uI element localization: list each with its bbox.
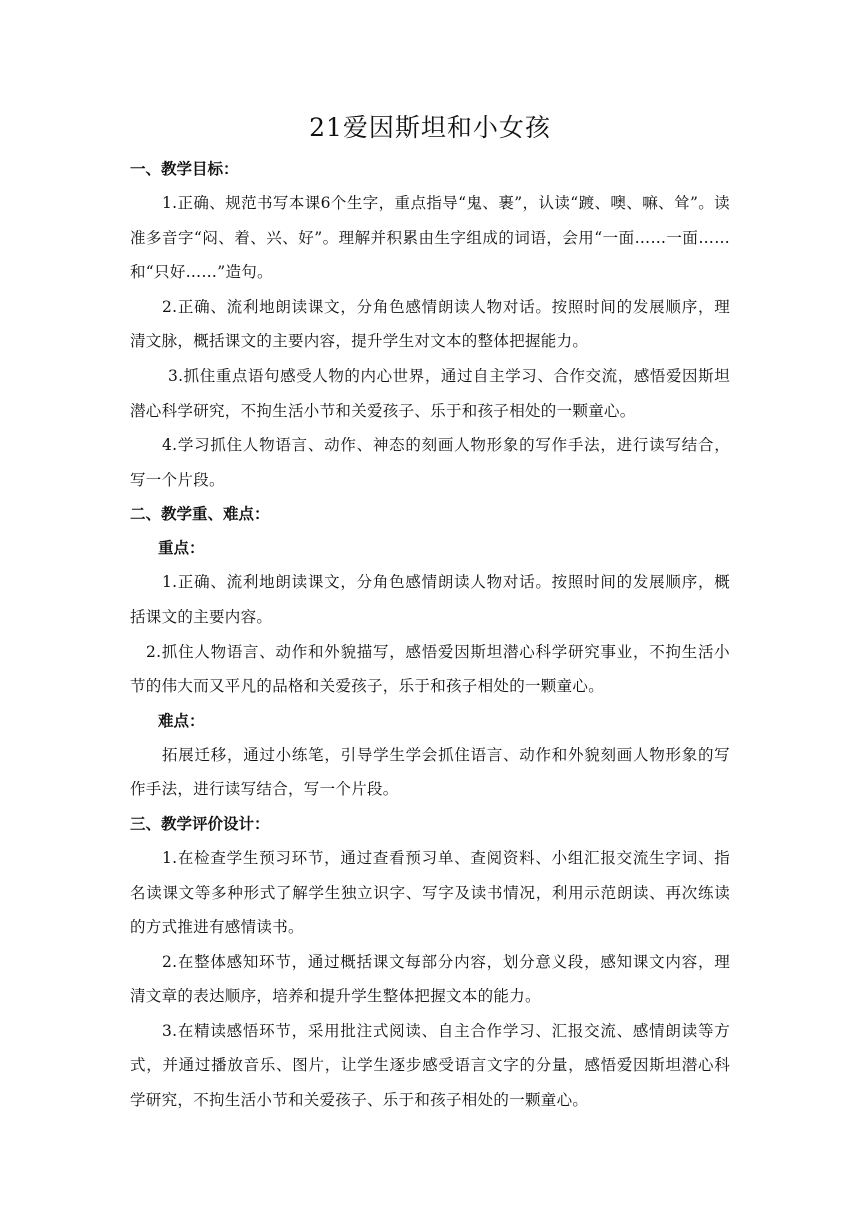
section-heading: 二、教学重、难点： <box>130 505 270 524</box>
difficulty-item-1: 拓展迁移，通过小练笔，引导学生学会抓住语言、动作和外貌刻画人物形象的写作手法，进行读写结合，写一个片段。 <box>130 745 730 799</box>
section-heading: 三、教学评价设计： <box>130 814 270 833</box>
document-page <box>130 110 730 1118</box>
section-evaluation-design <box>130 807 730 1118</box>
key-points-label: 重点： <box>158 539 205 558</box>
goal-item-4: 4.学习抓住人物语言、动作、神态的刻画人物形象的写作手法，进行读写结合，写一个片段。 <box>130 436 730 489</box>
section-key-difficult-points <box>130 497 730 807</box>
evaluation-item-3: 3.在精读感悟环节，采用批注式阅读、自主合作学习、汇报交流、感情朗读等方式，并通过播放音乐、图片，让学生逐步感受语言文字的分量，感悟爱因斯坦潜心科学研究，不拘生活小节和关爱孩子、乐于和孩子相处的一颗童心。 <box>130 1021 730 1110</box>
goal-item-3: 3.抓住重点语句感受人物的内心世界，通过自主学习、合作交流，感悟爱因斯坦潜心科学研究，不拘生活小节和关爱孩子、乐于和孩子相处的一颗童心。 <box>130 366 730 420</box>
section-teaching-goals <box>130 152 730 497</box>
difficulty-label: 难点： <box>158 711 205 730</box>
goal-item-1: 1.正确、规范书写本课6个生字，重点指导“鬼、裹”，认读“踱、噢、嘛、耸”。读准多音字“闷、着、兴、好”。理解并积累由生字组成的词语，会用“一面……一面……和“只好……”造句。 <box>130 194 730 282</box>
key-point-item-2: 2.抓住人物语言、动作和外貌描写，感悟爱因斯坦潜心科学研究事业，不拘生活小节的伟大而又平凡的品格和关爱孩子，乐于和孩子相处的一颗童心。 <box>130 642 730 696</box>
evaluation-item-1: 1.在检查学生预习环节，通过查看预习单、查阅资料、小组汇报交流生字词、指名读课文等多种形式了解学生独立识字、写字及读书情况，利用示范朗读、再次练读的方式推进有感情读书。 <box>130 848 730 937</box>
goal-item-2: 2.正确、流利地朗读课文，分角色感情朗读人物对话。按照时间的发展顺序，理清文脉，概括课文的主要内容，提升学生对文本的整体把握能力。 <box>130 297 730 351</box>
key-point-item-1: 1.正确、流利地朗读课文，分角色感情朗读人物对话。按照时间的发展顺序，概括课文的主要内容。 <box>130 573 730 626</box>
section-heading: 一、教学目标： <box>130 160 239 178</box>
evaluation-item-2: 2.在整体感知环节，通过概括课文每部分内容，划分意义段，感知课文内容，理清文章的表达顺序，培养和提升学生整体把握文本的能力。 <box>130 952 730 1006</box>
document-title: 21爱因斯坦和小女孩 <box>309 113 551 142</box>
